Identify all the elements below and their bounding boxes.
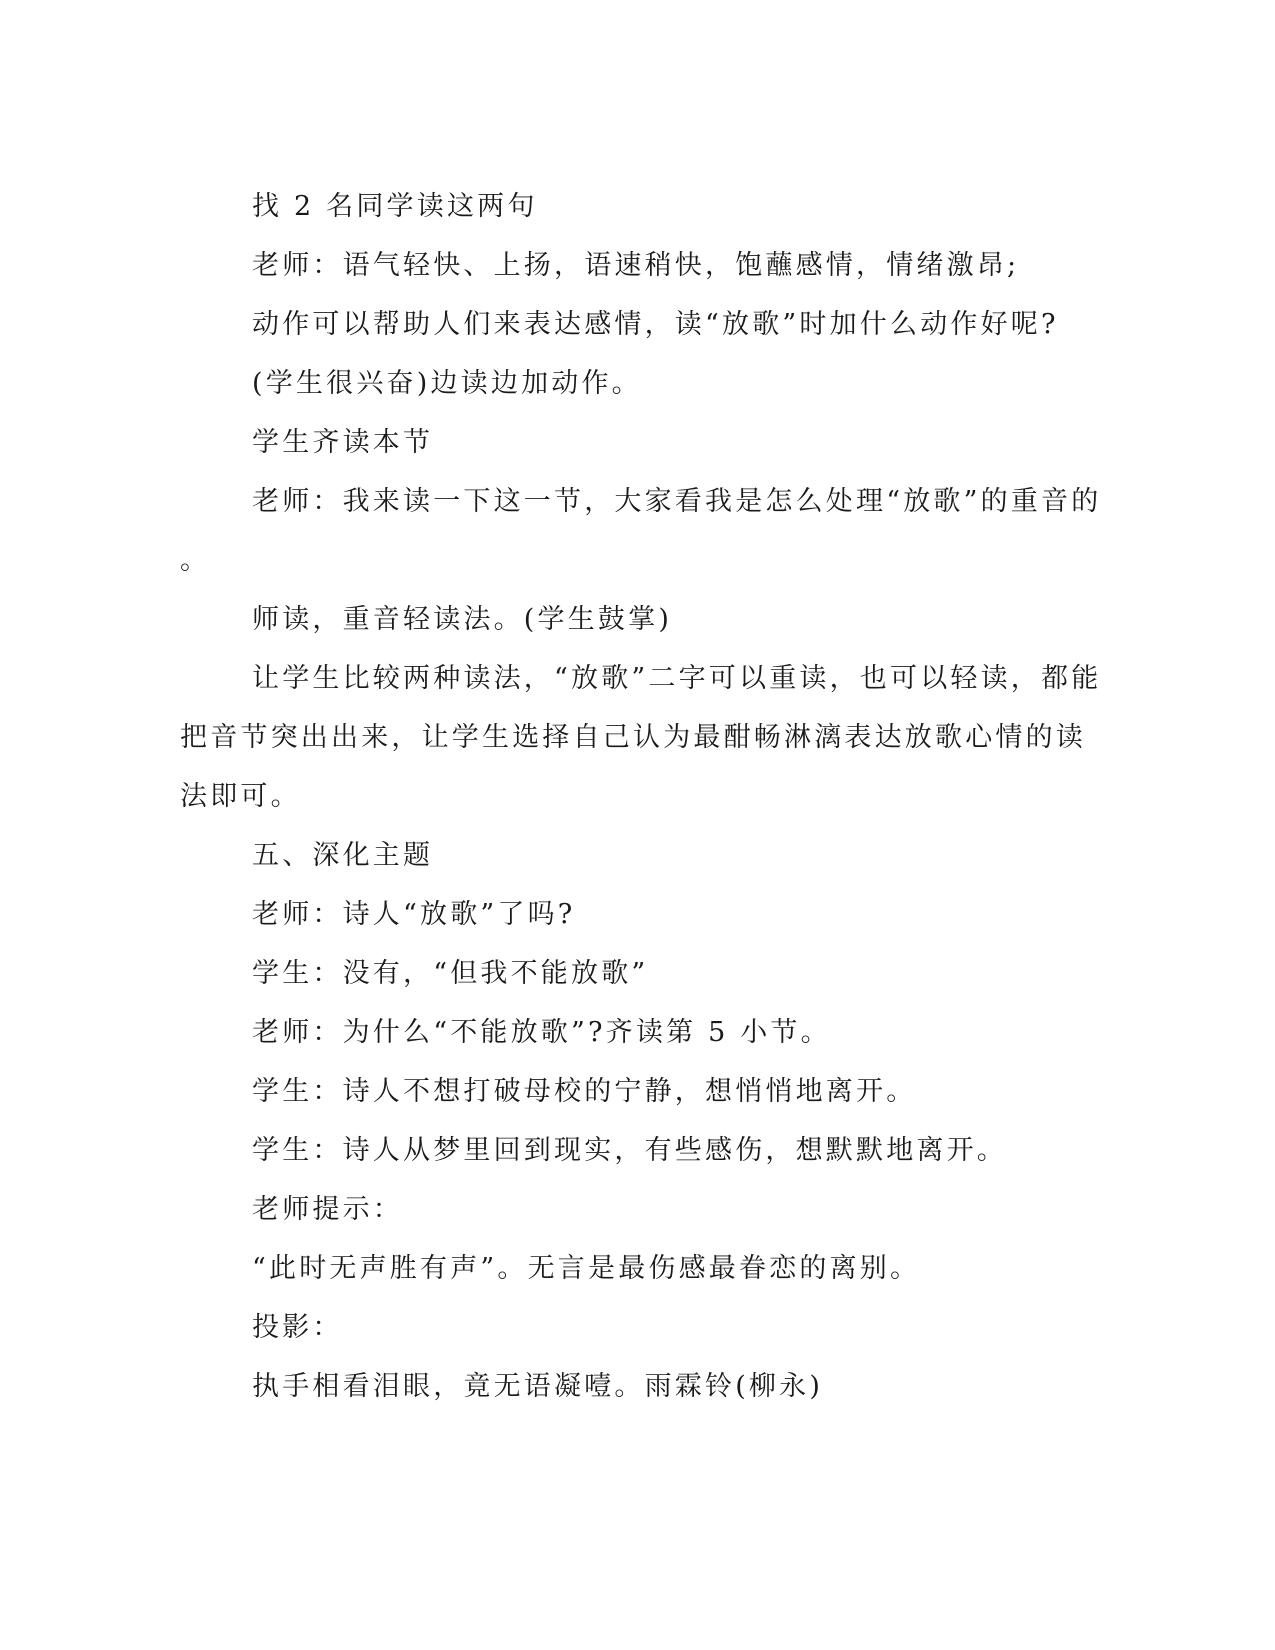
text-line: 师读，重音轻读法。(学生鼓掌) [252,604,673,635]
dialogue-line: 老师：为什么“不能放歌”?齐读第 5 小节。 [252,1017,831,1048]
dialogue-line: 学生：诗人从梦里回到现实，有些感伤，想默默地离开。 [252,1135,1007,1166]
paragraph-line: 把音节突出出来，让学生选择自己认为最酣畅淋漓表达放歌心情的读 [180,722,1086,753]
text-line: 动作可以帮助人们来表达感情，读“放歌”时加什么动作好呢? [252,309,1059,340]
quote-line: “此时无声胜有声”。无言是最伤感最眷恋的离别。 [252,1253,921,1284]
text-line: 老师：我来读一下这一节，大家看我是怎么处理“放歌”的重音的 [252,486,1102,517]
dialogue-line: 老师提示： [252,1194,403,1225]
dialogue-line: 学生：没有，“但我不能放歌” [252,958,649,989]
section-heading: 五、深化主题 [252,840,434,871]
quote-line: 执手相看泪眼，竟无语凝噎。雨霖铃(柳永) [252,1371,824,1402]
text-line: 老师：语气轻快、上扬，语速稍快，饱蘸感情，情绪激昂; [252,250,1020,281]
dialogue-line: 老师：诗人“放歌”了吗? [252,899,576,930]
text-line: (学生很兴奋)边读边加动作。 [252,368,642,399]
text-line: 找 2 名同学读这两句 [252,191,538,222]
paragraph-line: 让学生比较两种读法，“放歌”二字可以重读，也可以轻读，都能 [252,663,1102,694]
section-line: 学生齐读本节 [252,427,434,458]
text-line: 。 [180,545,211,576]
paragraph-line: 法即可。 [180,781,301,812]
dialogue-line: 学生：诗人不想打破母校的宁静，想悄悄地离开。 [252,1076,917,1107]
text-line: 投影： [252,1312,343,1343]
